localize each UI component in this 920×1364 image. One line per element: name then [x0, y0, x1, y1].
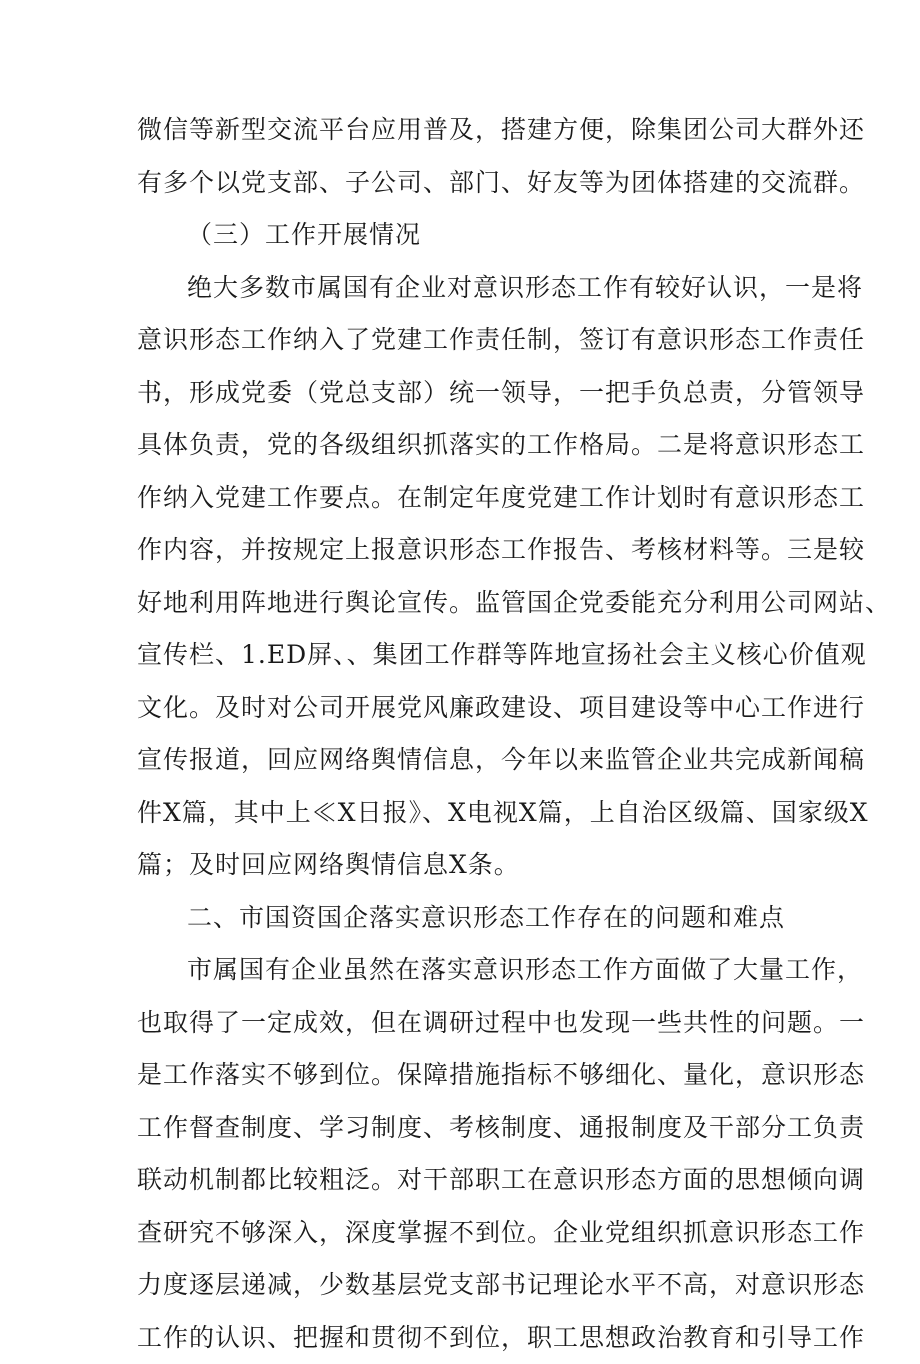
paragraph-first-line: 市属国有企业虽然在落实意识形态工作方面做了大量工作， — [137, 944, 797, 997]
text-line: 有多个以党支部、子公司、部门、好友等为团体搭建的交流群。 — [137, 157, 797, 210]
text-line: 好地利用阵地进行舆论宣传。监管国企党委能充分利用公司网站、 — [137, 577, 797, 630]
text-line: 宣传报道，回应网络舆情信息，今年以来监管企业共完成新闻稿 — [137, 734, 797, 787]
text-line: 工作的认识、把握和贯彻不到位，职工思想政治教育和引导工作 — [137, 1312, 797, 1364]
text-line: 意识形态工作纳入了党建工作责任制，签订有意识形态工作责任 — [137, 314, 797, 367]
text-line: 篇；及时回应网络舆情信息X条。 — [137, 839, 797, 892]
section-heading: （三）工作开展情况 — [137, 209, 797, 262]
text-line: 具体负责，党的各级组织抓落实的工作格局。二是将意识形态工 — [137, 419, 797, 472]
text-line: 查研究不够深入，深度掌握不到位。企业党组织抓意识形态工作 — [137, 1207, 797, 1260]
section-heading: 二、市国资国企落实意识形态工作存在的问题和难点 — [137, 892, 797, 945]
text-line: 也取得了一定成效，但在调研过程中也发现一些共性的问题。一 — [137, 997, 797, 1050]
text-line: 书，形成党委（党总支部）统一领导，一把手负总责，分管领导 — [137, 367, 797, 420]
text-line: 工作督查制度、学习制度、考核制度、通报制度及干部分工负责 — [137, 1102, 797, 1155]
text-line: 文化。及时对公司开展党风廉政建设、项目建设等中心工作进行 — [137, 682, 797, 735]
text-line: 作纳入党建工作要点。在制定年度党建工作计划时有意识形态工 — [137, 472, 797, 525]
text-line: 联动机制都比较粗泛。对干部职工在意识形态方面的思想倾向调 — [137, 1154, 797, 1207]
text-line: 力度逐层递减，少数基层党支部书记理论水平不高，对意识形态 — [137, 1259, 797, 1312]
text-line: 是工作落实不够到位。保障措施指标不够细化、量化，意识形态 — [137, 1049, 797, 1102]
text-line: 件X篇，其中上≪X日报》、X电视X篇，上自治区级篇、国家级X — [137, 787, 797, 840]
document-body — [137, 104, 797, 1364]
paragraph-first-line: 绝大多数市属国有企业对意识形态工作有较好认识，一是将 — [137, 262, 797, 315]
text-line: 作内容，并按规定上报意识形态工作报告、考核材料等。三是较 — [137, 524, 797, 577]
text-line: 微信等新型交流平台应用普及，搭建方便，除集团公司大群外还 — [137, 104, 797, 157]
text-line: 宣传栏、1.ED屏、、集团工作群等阵地宣扬社会主义核心价值观 — [137, 629, 797, 682]
